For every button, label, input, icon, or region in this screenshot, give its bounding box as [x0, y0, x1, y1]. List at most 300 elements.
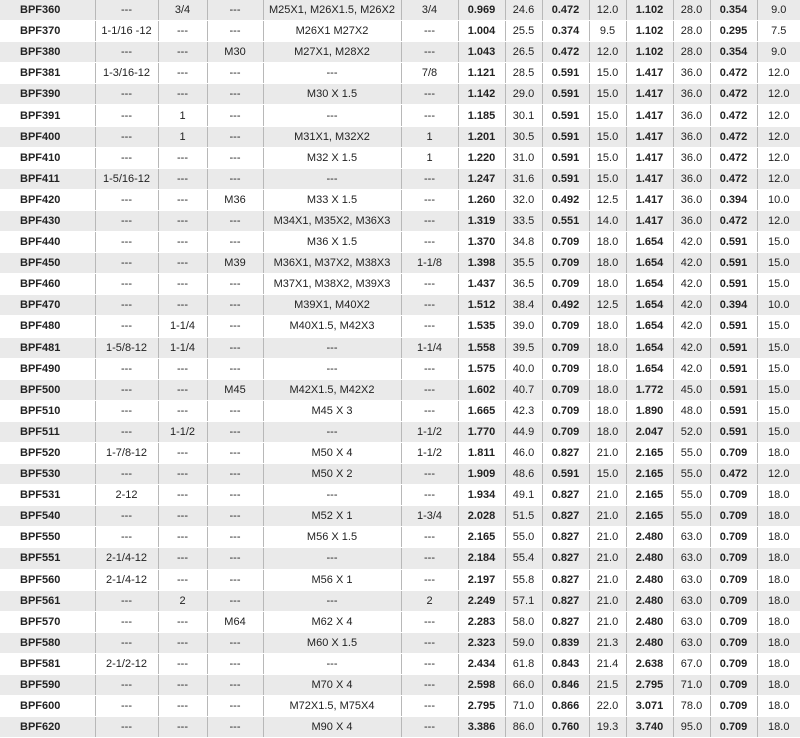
dim-d-mm-cell: 18.0	[757, 675, 800, 696]
part-number-cell: BPF581	[0, 653, 95, 674]
thread-npt-cell: ---	[158, 42, 207, 63]
thread-metric-fine-cell: M42X1.5, M42X2	[263, 379, 401, 400]
table-row	[0, 232, 800, 253]
dim-d-mm-cell: 15.0	[757, 316, 800, 337]
tube-size-cell: 7/8	[401, 63, 458, 84]
dim-a-mm-cell: 33.5	[505, 210, 542, 231]
thread-npt-cell: ---	[158, 63, 207, 84]
thread-unf-cell: ---	[95, 105, 158, 126]
part-number-cell: BPF590	[0, 675, 95, 696]
table-row	[0, 442, 800, 463]
table-row	[0, 147, 800, 168]
dim-b-mm-cell: 15.0	[589, 63, 626, 84]
part-number-cell: BPF430	[0, 210, 95, 231]
dim-d-mm-cell: 12.0	[757, 168, 800, 189]
dim-d-in-cell: 0.472	[710, 63, 757, 84]
thread-metric-fine-cell: M60 X 1.5	[263, 632, 401, 653]
dim-a-in-cell: 1.558	[458, 337, 505, 358]
part-number-cell: BPF500	[0, 379, 95, 400]
dim-d-mm-cell: 10.0	[757, 295, 800, 316]
dim-d-in-cell: 0.709	[710, 590, 757, 611]
part-number-cell: BPF460	[0, 274, 95, 295]
tube-size-cell: 1-1/8	[401, 253, 458, 274]
thread-metric-coarse-cell: ---	[207, 569, 263, 590]
part-number-cell: BPF481	[0, 337, 95, 358]
dim-a-mm-cell: 61.8	[505, 653, 542, 674]
table-row	[0, 358, 800, 379]
dim-d-mm-cell: 9.0	[757, 0, 800, 21]
part-number-cell: BPF420	[0, 189, 95, 210]
thread-npt-cell: ---	[158, 548, 207, 569]
part-number-cell: BPF580	[0, 632, 95, 653]
dim-c-in-cell: 3.740	[626, 717, 673, 738]
thread-metric-coarse-cell: ---	[207, 295, 263, 316]
dim-a-mm-cell: 38.4	[505, 295, 542, 316]
tube-size-cell: ---	[401, 632, 458, 653]
table-row	[0, 337, 800, 358]
part-number-cell: BPF490	[0, 358, 95, 379]
dim-a-mm-cell: 55.4	[505, 548, 542, 569]
thread-unf-cell: ---	[95, 147, 158, 168]
thread-npt-cell: 1	[158, 105, 207, 126]
dim-d-mm-cell: 12.0	[757, 63, 800, 84]
dim-c-in-cell: 3.071	[626, 696, 673, 717]
thread-metric-fine-cell: ---	[263, 168, 401, 189]
thread-metric-coarse-cell: ---	[207, 232, 263, 253]
dim-c-in-cell: 1.654	[626, 274, 673, 295]
dim-d-in-cell: 0.472	[710, 464, 757, 485]
dim-b-in-cell: 0.827	[542, 527, 589, 548]
dim-a-in-cell: 2.249	[458, 590, 505, 611]
thread-npt-cell: 1-1/4	[158, 316, 207, 337]
dim-a-in-cell: 1.909	[458, 464, 505, 485]
dim-a-in-cell: 1.602	[458, 379, 505, 400]
dim-c-in-cell: 1.417	[626, 84, 673, 105]
dim-b-in-cell: 0.866	[542, 696, 589, 717]
dim-d-mm-cell: 15.0	[757, 232, 800, 253]
table-row	[0, 253, 800, 274]
dim-c-in-cell: 2.480	[626, 590, 673, 611]
table-row	[0, 379, 800, 400]
table-row	[0, 21, 800, 42]
dim-d-in-cell: 0.591	[710, 379, 757, 400]
dim-a-mm-cell: 71.0	[505, 696, 542, 717]
table-row	[0, 527, 800, 548]
dim-b-in-cell: 0.709	[542, 421, 589, 442]
thread-metric-coarse-cell: ---	[207, 442, 263, 463]
dim-d-in-cell: 0.472	[710, 147, 757, 168]
dim-a-in-cell: 2.323	[458, 632, 505, 653]
dim-a-in-cell: 2.197	[458, 569, 505, 590]
thread-unf-cell: ---	[95, 42, 158, 63]
tube-size-cell: ---	[401, 696, 458, 717]
dim-c-mm-cell: 55.0	[673, 442, 710, 463]
dim-b-mm-cell: 18.0	[589, 316, 626, 337]
dim-c-in-cell: 2.165	[626, 506, 673, 527]
dim-b-mm-cell: 22.0	[589, 696, 626, 717]
thread-npt-cell: ---	[158, 653, 207, 674]
thread-unf-cell: ---	[95, 421, 158, 442]
thread-npt-cell: ---	[158, 274, 207, 295]
tube-size-cell: 1-3/4	[401, 506, 458, 527]
thread-metric-fine-cell: ---	[263, 548, 401, 569]
thread-metric-coarse-cell: ---	[207, 358, 263, 379]
tube-size-cell: ---	[401, 653, 458, 674]
thread-npt-cell: ---	[158, 295, 207, 316]
dim-d-mm-cell: 18.0	[757, 717, 800, 738]
dim-c-mm-cell: 67.0	[673, 653, 710, 674]
thread-metric-fine-cell: M56 X 1	[263, 569, 401, 590]
dim-a-mm-cell: 24.6	[505, 0, 542, 21]
table-row	[0, 105, 800, 126]
dim-b-in-cell: 0.827	[542, 485, 589, 506]
dim-a-mm-cell: 35.5	[505, 253, 542, 274]
thread-npt-cell: ---	[158, 358, 207, 379]
thread-unf-cell: ---	[95, 295, 158, 316]
dim-b-mm-cell: 21.0	[589, 569, 626, 590]
thread-metric-fine-cell: M25X1, M26X1.5, M26X2	[263, 0, 401, 21]
dim-c-mm-cell: 52.0	[673, 421, 710, 442]
dim-c-in-cell: 1.417	[626, 147, 673, 168]
dim-d-mm-cell: 18.0	[757, 611, 800, 632]
part-number-cell: BPF380	[0, 42, 95, 63]
thread-metric-coarse-cell: ---	[207, 653, 263, 674]
dim-c-in-cell: 1.654	[626, 358, 673, 379]
thread-metric-coarse-cell: ---	[207, 506, 263, 527]
thread-metric-coarse-cell: ---	[207, 147, 263, 168]
dim-b-in-cell: 0.472	[542, 42, 589, 63]
thread-metric-coarse-cell: M64	[207, 611, 263, 632]
dim-b-mm-cell: 21.0	[589, 485, 626, 506]
thread-metric-coarse-cell: ---	[207, 632, 263, 653]
part-number-cell: BPF470	[0, 295, 95, 316]
dim-a-mm-cell: 55.8	[505, 569, 542, 590]
dim-c-in-cell: 1.417	[626, 189, 673, 210]
thread-metric-coarse-cell: ---	[207, 105, 263, 126]
part-number-cell: BPF520	[0, 442, 95, 463]
thread-unf-cell: ---	[95, 0, 158, 21]
thread-metric-fine-cell: M30 X 1.5	[263, 84, 401, 105]
dim-d-mm-cell: 12.0	[757, 105, 800, 126]
thread-unf-cell: ---	[95, 632, 158, 653]
dim-b-mm-cell: 15.0	[589, 105, 626, 126]
dim-c-mm-cell: 45.0	[673, 379, 710, 400]
dim-b-mm-cell: 18.0	[589, 337, 626, 358]
dim-d-mm-cell: 15.0	[757, 379, 800, 400]
dim-b-in-cell: 0.591	[542, 126, 589, 147]
tube-size-cell: 2	[401, 590, 458, 611]
dim-b-mm-cell: 21.3	[589, 632, 626, 653]
dim-a-in-cell: 1.121	[458, 63, 505, 84]
dim-a-in-cell: 1.220	[458, 147, 505, 168]
dim-b-mm-cell: 9.5	[589, 21, 626, 42]
dim-b-in-cell: 0.591	[542, 168, 589, 189]
dim-d-in-cell: 0.472	[710, 84, 757, 105]
dim-a-mm-cell: 30.1	[505, 105, 542, 126]
thread-npt-cell: 1-1/2	[158, 421, 207, 442]
dim-a-mm-cell: 42.3	[505, 400, 542, 421]
tube-size-cell: ---	[401, 316, 458, 337]
dim-a-mm-cell: 57.1	[505, 590, 542, 611]
dim-a-mm-cell: 40.7	[505, 379, 542, 400]
thread-metric-coarse-cell: ---	[207, 0, 263, 21]
dim-b-mm-cell: 12.5	[589, 295, 626, 316]
dim-a-mm-cell: 29.0	[505, 84, 542, 105]
thread-npt-cell: ---	[158, 675, 207, 696]
thread-unf-cell: ---	[95, 464, 158, 485]
dim-a-in-cell: 1.811	[458, 442, 505, 463]
dim-d-mm-cell: 7.5	[757, 21, 800, 42]
thread-npt-cell: ---	[158, 400, 207, 421]
thread-npt-cell: ---	[158, 379, 207, 400]
part-number-cell: BPF510	[0, 400, 95, 421]
tube-size-cell: 1	[401, 126, 458, 147]
dim-d-in-cell: 0.709	[710, 485, 757, 506]
dim-d-mm-cell: 12.0	[757, 464, 800, 485]
dim-d-mm-cell: 18.0	[757, 485, 800, 506]
dim-a-in-cell: 1.437	[458, 274, 505, 295]
tube-size-cell: ---	[401, 274, 458, 295]
thread-metric-coarse-cell: ---	[207, 84, 263, 105]
dim-b-in-cell: 0.846	[542, 675, 589, 696]
thread-metric-fine-cell: ---	[263, 63, 401, 84]
dim-a-mm-cell: 40.0	[505, 358, 542, 379]
dim-d-in-cell: 0.709	[710, 611, 757, 632]
tube-size-cell: ---	[401, 210, 458, 231]
dim-c-in-cell: 2.480	[626, 611, 673, 632]
dim-a-in-cell: 3.386	[458, 717, 505, 738]
dim-d-in-cell: 0.591	[710, 358, 757, 379]
dim-d-mm-cell: 18.0	[757, 548, 800, 569]
thread-unf-cell: ---	[95, 126, 158, 147]
thread-metric-fine-cell: M33 X 1.5	[263, 189, 401, 210]
dim-c-in-cell: 1.102	[626, 21, 673, 42]
thread-unf-cell: ---	[95, 590, 158, 611]
dim-b-in-cell: 0.843	[542, 653, 589, 674]
tube-size-cell: 1-1/2	[401, 421, 458, 442]
dim-a-in-cell: 0.969	[458, 0, 505, 21]
thread-npt-cell: 1	[158, 126, 207, 147]
dim-d-in-cell: 0.591	[710, 253, 757, 274]
thread-metric-fine-cell: M50 X 4	[263, 442, 401, 463]
dim-c-mm-cell: 36.0	[673, 126, 710, 147]
dim-d-mm-cell: 12.0	[757, 84, 800, 105]
thread-npt-cell: ---	[158, 168, 207, 189]
thread-npt-cell: ---	[158, 442, 207, 463]
dim-a-in-cell: 1.512	[458, 295, 505, 316]
dim-d-in-cell: 0.472	[710, 168, 757, 189]
part-number-cell: BPF411	[0, 168, 95, 189]
part-number-cell: BPF620	[0, 717, 95, 738]
dim-b-mm-cell: 18.0	[589, 379, 626, 400]
dim-d-mm-cell: 12.0	[757, 210, 800, 231]
dim-c-mm-cell: 42.0	[673, 316, 710, 337]
dim-d-in-cell: 0.354	[710, 0, 757, 21]
tube-size-cell: 1-1/2	[401, 442, 458, 463]
dim-a-in-cell: 1.319	[458, 210, 505, 231]
dim-b-mm-cell: 18.0	[589, 400, 626, 421]
dim-c-mm-cell: 42.0	[673, 232, 710, 253]
thread-unf-cell: 2-1/4-12	[95, 569, 158, 590]
dim-d-mm-cell: 15.0	[757, 274, 800, 295]
dim-c-in-cell: 2.047	[626, 421, 673, 442]
dim-d-mm-cell: 15.0	[757, 358, 800, 379]
dim-c-mm-cell: 36.0	[673, 168, 710, 189]
dim-a-mm-cell: 32.0	[505, 189, 542, 210]
dim-a-mm-cell: 49.1	[505, 485, 542, 506]
dim-c-mm-cell: 78.0	[673, 696, 710, 717]
dim-a-mm-cell: 26.5	[505, 42, 542, 63]
dim-c-mm-cell: 63.0	[673, 548, 710, 569]
thread-npt-cell: ---	[158, 506, 207, 527]
table-row	[0, 168, 800, 189]
dim-a-mm-cell: 51.5	[505, 506, 542, 527]
dim-d-in-cell: 0.709	[710, 506, 757, 527]
thread-metric-fine-cell: M70 X 4	[263, 675, 401, 696]
thread-unf-cell: 1-7/8-12	[95, 442, 158, 463]
thread-unf-cell: ---	[95, 717, 158, 738]
dim-c-mm-cell: 63.0	[673, 590, 710, 611]
dim-c-in-cell: 2.638	[626, 653, 673, 674]
dim-d-mm-cell: 12.0	[757, 126, 800, 147]
dim-d-in-cell: 0.709	[710, 696, 757, 717]
dim-a-mm-cell: 58.0	[505, 611, 542, 632]
thread-unf-cell: ---	[95, 316, 158, 337]
thread-metric-fine-cell: M26X1 M27X2	[263, 21, 401, 42]
dim-d-in-cell: 0.394	[710, 295, 757, 316]
part-number-cell: BPF400	[0, 126, 95, 147]
dim-a-mm-cell: 36.5	[505, 274, 542, 295]
dim-c-mm-cell: 28.0	[673, 21, 710, 42]
thread-metric-fine-cell: M50 X 2	[263, 464, 401, 485]
thread-metric-fine-cell: ---	[263, 485, 401, 506]
dim-c-in-cell: 2.480	[626, 548, 673, 569]
table-row	[0, 274, 800, 295]
thread-npt-cell: 1-1/4	[158, 337, 207, 358]
dim-a-mm-cell: 59.0	[505, 632, 542, 653]
dim-b-in-cell: 0.591	[542, 464, 589, 485]
dim-a-in-cell: 1.370	[458, 232, 505, 253]
dim-b-in-cell: 0.591	[542, 84, 589, 105]
thread-unf-cell: ---	[95, 274, 158, 295]
table-row	[0, 717, 800, 738]
part-number-cell: BPF360	[0, 0, 95, 21]
table-row	[0, 295, 800, 316]
part-number-cell: BPF410	[0, 147, 95, 168]
tube-size-cell: 1-1/4	[401, 337, 458, 358]
dim-c-in-cell: 1.417	[626, 105, 673, 126]
part-number-cell: BPF370	[0, 21, 95, 42]
dim-b-mm-cell: 18.0	[589, 358, 626, 379]
thread-npt-cell: 2	[158, 590, 207, 611]
dim-b-mm-cell: 15.0	[589, 464, 626, 485]
thread-metric-fine-cell: ---	[263, 590, 401, 611]
part-number-cell: BPF390	[0, 84, 95, 105]
dim-c-in-cell: 1.654	[626, 337, 673, 358]
dim-c-mm-cell: 48.0	[673, 400, 710, 421]
thread-unf-cell: ---	[95, 189, 158, 210]
dim-d-in-cell: 0.472	[710, 126, 757, 147]
table-row	[0, 63, 800, 84]
thread-unf-cell: ---	[95, 400, 158, 421]
dim-c-mm-cell: 42.0	[673, 253, 710, 274]
dim-a-mm-cell: 34.8	[505, 232, 542, 253]
tube-size-cell: ---	[401, 611, 458, 632]
thread-metric-fine-cell: ---	[263, 421, 401, 442]
dim-d-in-cell: 0.472	[710, 210, 757, 231]
dim-b-mm-cell: 15.0	[589, 84, 626, 105]
dim-b-in-cell: 0.551	[542, 210, 589, 231]
dim-c-in-cell: 1.654	[626, 253, 673, 274]
dim-b-mm-cell: 15.0	[589, 147, 626, 168]
table-row	[0, 189, 800, 210]
dim-d-mm-cell: 12.0	[757, 147, 800, 168]
thread-metric-fine-cell: M39X1, M40X2	[263, 295, 401, 316]
tube-size-cell: ---	[401, 569, 458, 590]
thread-unf-cell: 1-5/16-12	[95, 168, 158, 189]
dim-a-in-cell: 1.247	[458, 168, 505, 189]
dim-b-mm-cell: 18.0	[589, 274, 626, 295]
thread-metric-fine-cell: M56 X 1.5	[263, 527, 401, 548]
table-row	[0, 84, 800, 105]
part-number-cell: BPF450	[0, 253, 95, 274]
dim-a-mm-cell: 55.0	[505, 527, 542, 548]
part-number-cell: BPF530	[0, 464, 95, 485]
dim-b-mm-cell: 21.4	[589, 653, 626, 674]
dim-c-mm-cell: 28.0	[673, 0, 710, 21]
thread-unf-cell: ---	[95, 232, 158, 253]
dim-a-mm-cell: 39.5	[505, 337, 542, 358]
thread-metric-coarse-cell: ---	[207, 400, 263, 421]
dim-b-in-cell: 0.709	[542, 379, 589, 400]
dim-a-in-cell: 1.142	[458, 84, 505, 105]
dim-d-in-cell: 0.295	[710, 21, 757, 42]
dim-c-mm-cell: 36.0	[673, 105, 710, 126]
dim-d-in-cell: 0.591	[710, 316, 757, 337]
thread-npt-cell: ---	[158, 464, 207, 485]
dim-b-mm-cell: 15.0	[589, 126, 626, 147]
dim-b-mm-cell: 18.0	[589, 232, 626, 253]
part-number-cell: BPF570	[0, 611, 95, 632]
thread-metric-fine-cell: M36X1, M37X2, M38X3	[263, 253, 401, 274]
tube-size-cell: ---	[401, 168, 458, 189]
dim-a-in-cell: 1.201	[458, 126, 505, 147]
dim-d-mm-cell: 10.0	[757, 189, 800, 210]
dim-b-in-cell: 0.827	[542, 548, 589, 569]
part-number-cell: BPF550	[0, 527, 95, 548]
dim-d-in-cell: 0.591	[710, 232, 757, 253]
dim-c-in-cell: 2.480	[626, 632, 673, 653]
dim-a-in-cell: 2.184	[458, 548, 505, 569]
table-row	[0, 126, 800, 147]
dim-c-mm-cell: 36.0	[673, 189, 710, 210]
table-row	[0, 485, 800, 506]
dim-c-in-cell: 2.480	[626, 569, 673, 590]
dim-b-mm-cell: 15.0	[589, 168, 626, 189]
dim-b-in-cell: 0.492	[542, 189, 589, 210]
dim-d-in-cell: 0.709	[710, 442, 757, 463]
dim-b-mm-cell: 21.5	[589, 675, 626, 696]
dim-d-in-cell: 0.472	[710, 105, 757, 126]
dim-a-mm-cell: 66.0	[505, 675, 542, 696]
table-row	[0, 0, 800, 21]
part-number-cell: BPF600	[0, 696, 95, 717]
dim-d-mm-cell: 18.0	[757, 506, 800, 527]
dim-d-in-cell: 0.709	[710, 632, 757, 653]
thread-unf-cell: ---	[95, 379, 158, 400]
dim-c-in-cell: 2.165	[626, 485, 673, 506]
tube-size-cell: ---	[401, 548, 458, 569]
